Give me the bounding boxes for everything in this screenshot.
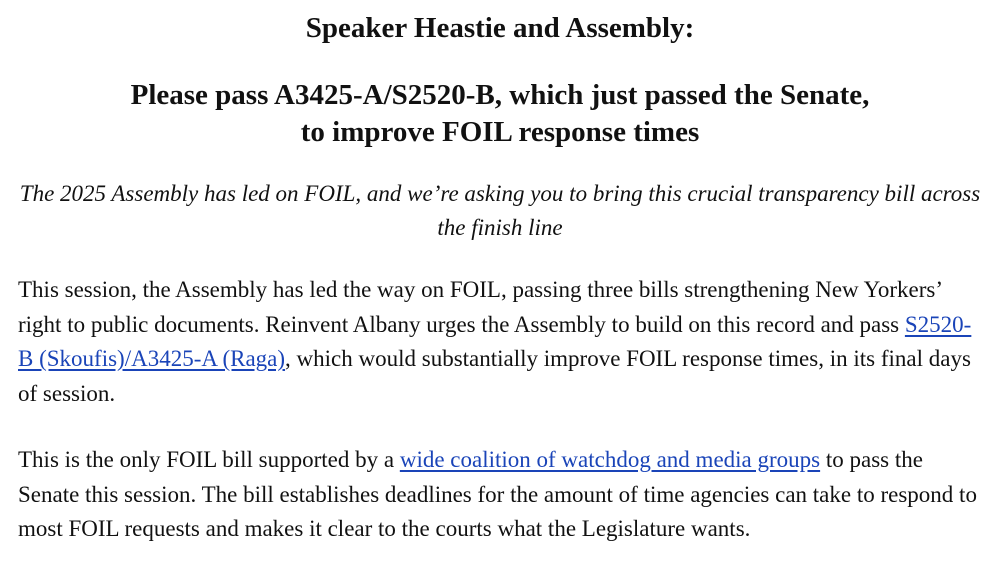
coalition-link[interactable]: wide coalition of watchdog and media groups (399, 447, 821, 472)
title-line-1: Please pass A3425-A/S2520-B, which just passed the Senate, (130, 79, 870, 111)
addressee-heading: Speaker Heastie and Assembly: (305, 12, 695, 44)
intro-paragraph (18, 273, 982, 411)
intro-text-before-link: This session, the Assembly has led the way on FOIL, passing three bills strengthening New Yorkers’ right to public documents. Reinvent Albany urges the Assembly to build on this record and pass (18, 277, 942, 337)
coalition-paragraph (18, 443, 982, 547)
page-title (18, 77, 982, 151)
bill-link[interactable]: S2520-B (Skoufis)/A3425-A (Raga) (18, 311, 972, 371)
coalition-text-after-link: to pass the Senate this session. The bill establishes deadlines for the amount of time agencies can take to respond to most FOIL requests and makes it clear to the courts what the Legislature wants. (18, 447, 977, 541)
coalition-text-before-link: This is the only FOIL bill supported by a (18, 447, 400, 472)
title-line-2: to improve FOIL response times (300, 116, 700, 148)
subheading: The 2025 Assembly has led on FOIL, and we’re asking you to bring this crucial transparency bill across the finish line (19, 181, 981, 240)
intro-text-after-link: , which would substantially improve FOIL response times, in its final days of session. (18, 346, 971, 406)
